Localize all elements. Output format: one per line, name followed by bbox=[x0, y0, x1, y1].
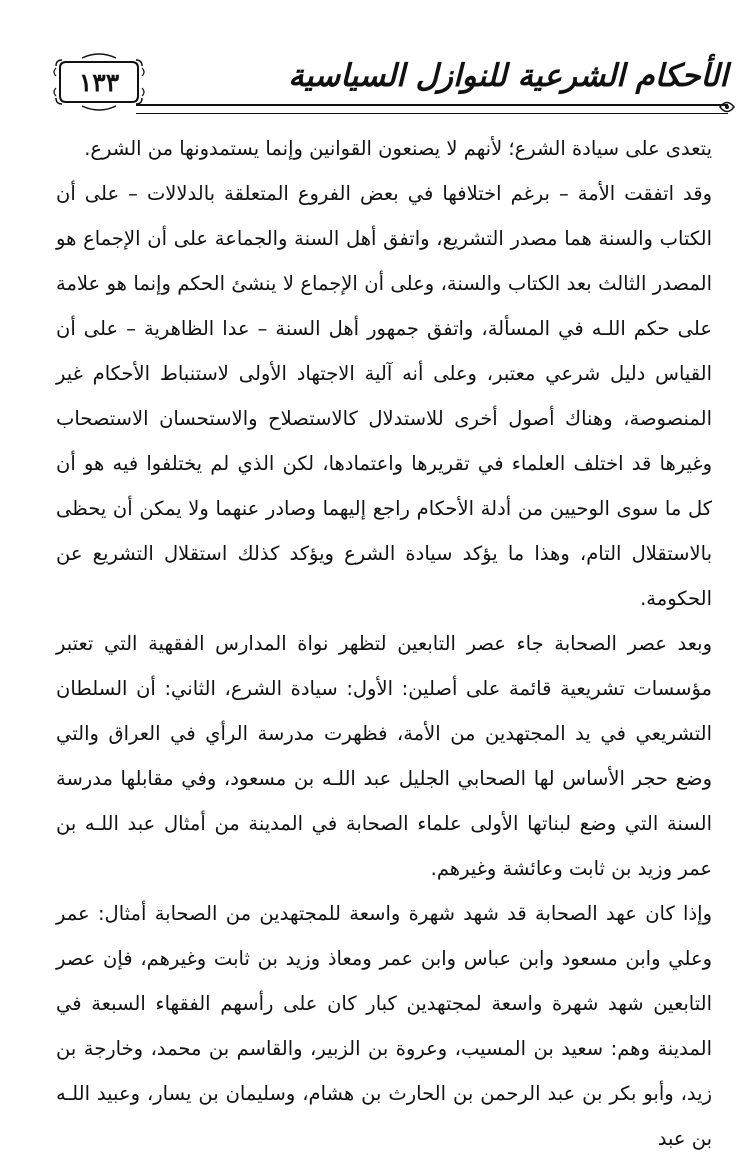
rule-end-ornament-icon bbox=[718, 98, 736, 116]
paragraph: يتعدى على سيادة الشرع؛ لأنهم لا يصنعون القوانين وإنما يستمدونها من الشرع. bbox=[84, 137, 712, 160]
page-header bbox=[58, 44, 728, 116]
page-number-frame bbox=[66, 62, 132, 102]
paragraph: وإذا كان عهد الصحابة قد شهد شهرة واسعة للمجتهدين من الصحابة أمثال: عمر وعلي وابن مسعود وابن عباس وابن عمر ومعاذ وزيد بن ثابت وغيرهم، فإن عصر التابعين شهد شهرة واسعة لمجتهدين كبار كان على رأسهم الفقهاء السبعة في المدينة وهم: سعيد بن المسيب، وعروة بن الزبير، والقاسم بن محمد، وخارجة بن زيد، وأبو بكر بن عبد الرحمن بن الحارث بن هشام، وسليمان بن يسار، وعبيد اللـه بن عبد bbox=[56, 902, 712, 1150]
header-rule bbox=[136, 104, 728, 114]
page-number: ١٣٣ bbox=[78, 67, 120, 97]
page-body bbox=[56, 126, 712, 1161]
running-header-title: الأحكام الشرعية للنوازل السياسية bbox=[288, 58, 728, 94]
paragraph: وقد اتفقت الأمة – برغم اختلافها في بعض الفروع المتعلقة بالدلالات – على أن الكتاب والسنة هما مصدر التشريع، واتفق أهل السنة والجماعة على أن الإجماع هو المصدر الثالث بعد الكتاب والسنة، وعلى أن الإجماع لا ينشئ الحكم وإنما هو علامة على حكم اللـه في المسألة، واتفق جمهور أهل السنة – عدا الظاهرية – على أن القياس دليل شرعي معتبر، وعلى أنه آلية الاجتهاد الأولى لاستنباط الأحكام غير المنصوصة، وهناك أصول أخرى للاستدلال كالاستصلاح والاستحسان الاستصحاب وغيرها قد اختلف العلماء في تقريرها واعتمادها، لكن الذي لم يختلفوا فيه هو أن كل ما سوى الوحيين من أدلة الأحكام راجع إليهما وصادر عنهما ولا يمكن أن يحظى بالاستقلال التام، وهذا ما يؤكد سيادة الشرع ويؤكد كذلك استقلال التشريع عن الحكومة. bbox=[56, 182, 712, 610]
paragraph: وبعد عصر الصحابة جاء عصر التابعين لتظهر نواة المدارس الفقهية التي تعتبر مؤسسات تشريعية قائمة على أصلين: الأول: سيادة الشرع، الثاني: أن السلطان التشريعي في يد المجتهدين من الأمة، فظهرت مدرسة الرأي في العراق والتي وضع حجر الأساس لها الصحابي الجليل عبد اللـه بن مسعود، وفي مقابلها مدرسة السنة التي وضع لبناتها الأولى علماء الصحابة في المدينة من أمثال عبد اللـه بن عمر وزيد بن ثابت وعائشة وغيرهم. bbox=[56, 632, 712, 880]
